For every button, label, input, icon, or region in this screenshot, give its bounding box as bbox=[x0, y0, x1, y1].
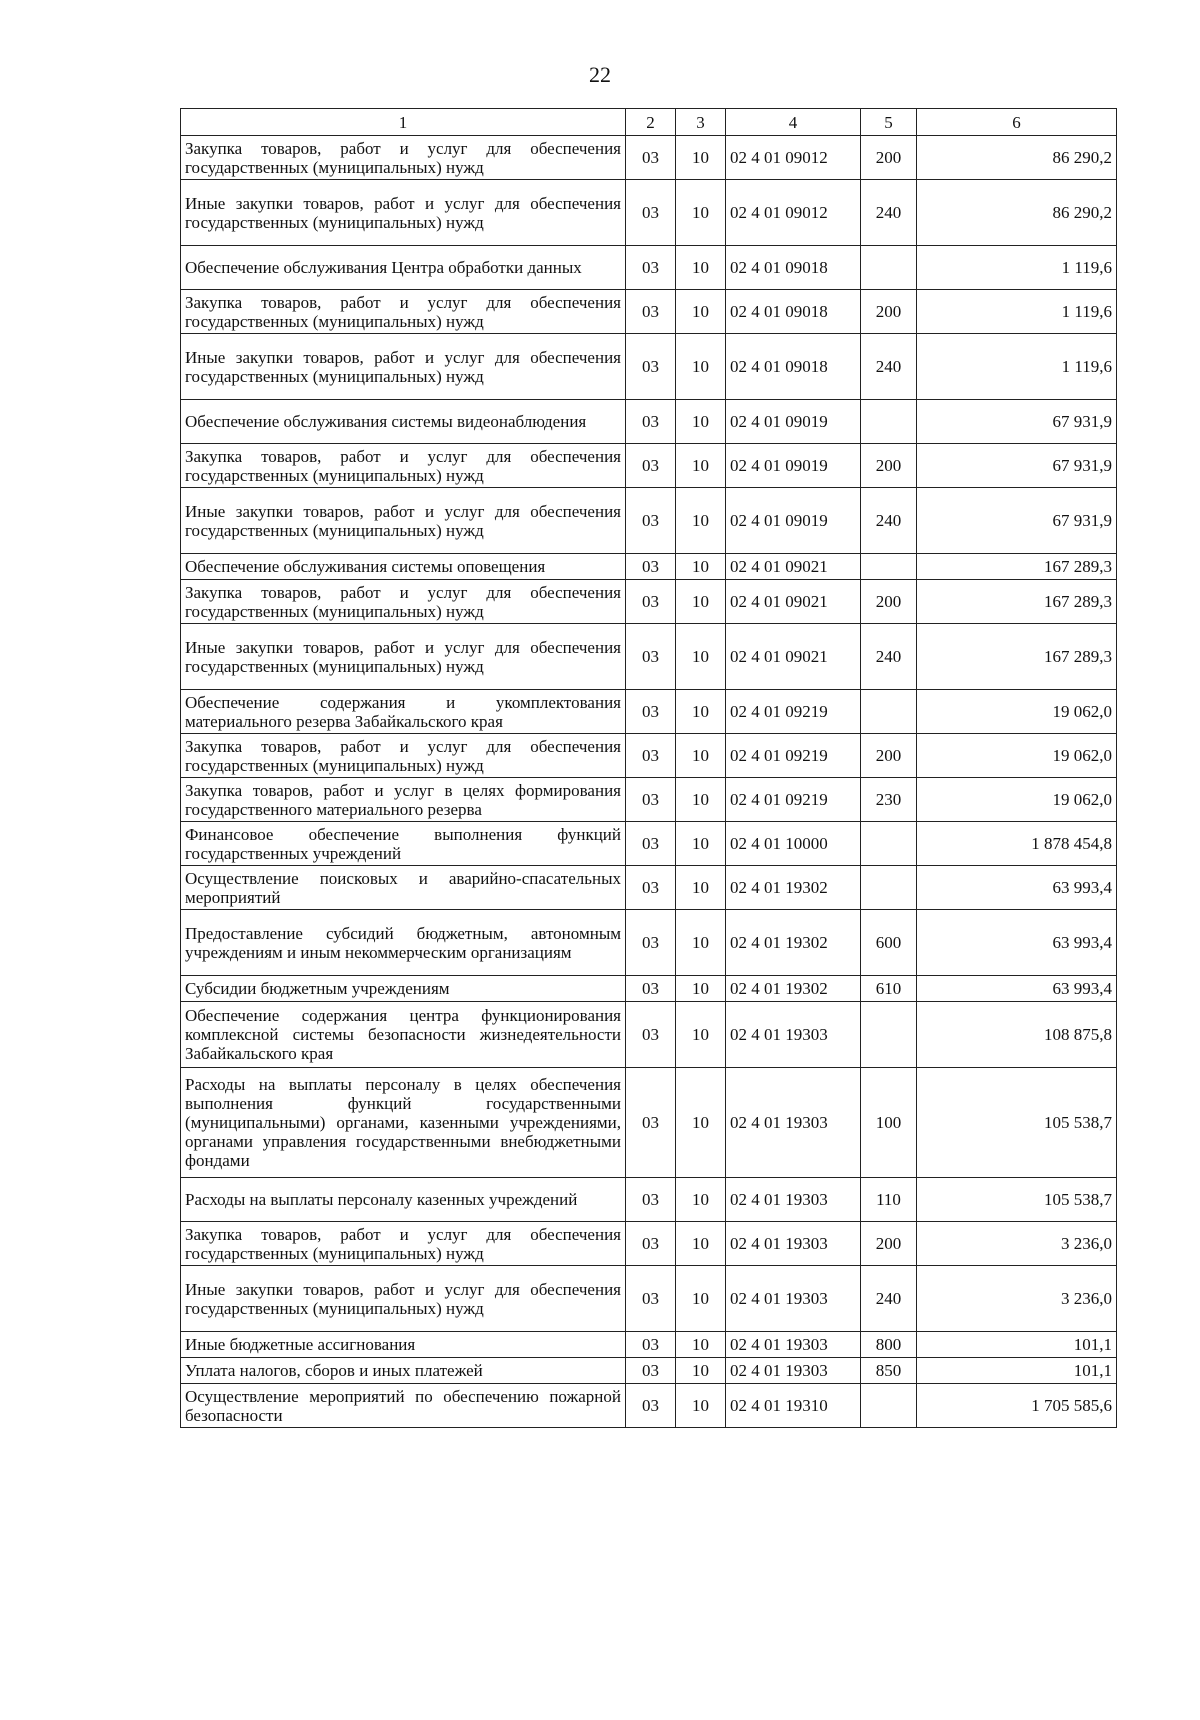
subsection-code-cell: 10 bbox=[676, 778, 726, 822]
subsection-code-cell: 10 bbox=[676, 1178, 726, 1222]
amount-cell: 3 236,0 bbox=[917, 1266, 1117, 1332]
table-row bbox=[181, 1358, 1117, 1384]
expense-type-cell bbox=[861, 1384, 917, 1428]
expense-type-cell: 610 bbox=[861, 976, 917, 1002]
section-code-cell: 03 bbox=[626, 180, 676, 246]
table-row bbox=[181, 1222, 1117, 1266]
target-article-cell: 02 4 01 19302 bbox=[726, 976, 861, 1002]
table-row bbox=[181, 1178, 1117, 1222]
subsection-code-cell: 10 bbox=[676, 1358, 726, 1384]
target-article-cell: 02 4 01 19303 bbox=[726, 1178, 861, 1222]
section-code-cell: 03 bbox=[626, 554, 676, 580]
expense-type-cell: 200 bbox=[861, 136, 917, 180]
section-code-cell: 03 bbox=[626, 822, 676, 866]
expense-type-cell: 240 bbox=[861, 624, 917, 690]
expense-type-cell bbox=[861, 690, 917, 734]
amount-cell: 63 993,4 bbox=[917, 910, 1117, 976]
table-row bbox=[181, 400, 1117, 444]
amount-cell: 63 993,4 bbox=[917, 976, 1117, 1002]
amount-cell: 105 538,7 bbox=[917, 1178, 1117, 1222]
subsection-code-cell: 10 bbox=[676, 1222, 726, 1266]
section-code-cell: 03 bbox=[626, 1332, 676, 1358]
subsection-code-cell: 10 bbox=[676, 554, 726, 580]
table-row bbox=[181, 1384, 1117, 1428]
expense-type-cell bbox=[861, 246, 917, 290]
section-code-cell: 03 bbox=[626, 910, 676, 976]
expense-type-cell: 200 bbox=[861, 580, 917, 624]
section-code-cell: 03 bbox=[626, 1002, 676, 1068]
subsection-code-cell: 10 bbox=[676, 1068, 726, 1178]
item-name-cell: Уплата налогов, сборов и иных платежей bbox=[181, 1358, 626, 1384]
expense-type-cell: 240 bbox=[861, 180, 917, 246]
target-article-cell: 02 4 01 09021 bbox=[726, 624, 861, 690]
expense-type-cell: 240 bbox=[861, 1266, 917, 1332]
amount-cell: 1 119,6 bbox=[917, 334, 1117, 400]
subsection-code-cell: 10 bbox=[676, 690, 726, 734]
expense-type-cell: 100 bbox=[861, 1068, 917, 1178]
target-article-cell: 02 4 01 19310 bbox=[726, 1384, 861, 1428]
amount-cell: 67 931,9 bbox=[917, 488, 1117, 554]
item-name-cell: Иные закупки товаров, работ и услуг для обеспечения государственных (муниципальных) нужд bbox=[181, 1266, 626, 1332]
column-header: 2 bbox=[626, 109, 676, 136]
item-name-cell: Осуществление поисковых и аварийно-спасательных мероприятий bbox=[181, 866, 626, 910]
target-article-cell: 02 4 01 19303 bbox=[726, 1068, 861, 1178]
subsection-code-cell: 10 bbox=[676, 1384, 726, 1428]
target-article-cell: 02 4 01 19303 bbox=[726, 1002, 861, 1068]
target-article-cell: 02 4 01 19303 bbox=[726, 1332, 861, 1358]
item-name-cell: Расходы на выплаты персоналу в целях обеспечения выполнения функций государственными (муниципальными) органами, казенными учреждениями, органами управления государственными внебюджетными фондами bbox=[181, 1068, 626, 1178]
target-article-cell: 02 4 01 09019 bbox=[726, 400, 861, 444]
table-row bbox=[181, 734, 1117, 778]
section-code-cell: 03 bbox=[626, 400, 676, 444]
item-name-cell: Обеспечение обслуживания системы оповещения bbox=[181, 554, 626, 580]
target-article-cell: 02 4 01 19303 bbox=[726, 1222, 861, 1266]
subsection-code-cell: 10 bbox=[676, 488, 726, 554]
expense-type-cell bbox=[861, 400, 917, 444]
table-row bbox=[181, 554, 1117, 580]
expense-type-cell bbox=[861, 554, 917, 580]
amount-cell: 3 236,0 bbox=[917, 1222, 1117, 1266]
item-name-cell: Иные закупки товаров, работ и услуг для обеспечения государственных (муниципальных) нужд bbox=[181, 488, 626, 554]
amount-cell: 167 289,3 bbox=[917, 580, 1117, 624]
target-article-cell: 02 4 01 09219 bbox=[726, 690, 861, 734]
column-header: 5 bbox=[861, 109, 917, 136]
amount-cell: 19 062,0 bbox=[917, 778, 1117, 822]
table-row bbox=[181, 136, 1117, 180]
column-header: 6 bbox=[917, 109, 1117, 136]
section-code-cell: 03 bbox=[626, 246, 676, 290]
expense-type-cell bbox=[861, 822, 917, 866]
amount-cell: 86 290,2 bbox=[917, 180, 1117, 246]
amount-cell: 86 290,2 bbox=[917, 136, 1117, 180]
expense-type-cell: 240 bbox=[861, 488, 917, 554]
section-code-cell: 03 bbox=[626, 136, 676, 180]
table-row bbox=[181, 690, 1117, 734]
table-row bbox=[181, 488, 1117, 554]
item-name-cell: Закупка товаров, работ и услуг для обеспечения государственных (муниципальных) нужд bbox=[181, 444, 626, 488]
expense-type-cell: 200 bbox=[861, 444, 917, 488]
budget-table bbox=[180, 108, 1117, 1428]
section-code-cell: 03 bbox=[626, 778, 676, 822]
section-code-cell: 03 bbox=[626, 624, 676, 690]
table-row bbox=[181, 624, 1117, 690]
expense-type-cell: 600 bbox=[861, 910, 917, 976]
section-code-cell: 03 bbox=[626, 1068, 676, 1178]
subsection-code-cell: 10 bbox=[676, 866, 726, 910]
table-row bbox=[181, 910, 1117, 976]
item-name-cell: Закупка товаров, работ и услуг для обеспечения государственных (муниципальных) нужд bbox=[181, 1222, 626, 1266]
expense-type-cell: 200 bbox=[861, 290, 917, 334]
item-name-cell: Закупка товаров, работ и услуг для обеспечения государственных (муниципальных) нужд bbox=[181, 580, 626, 624]
column-header: 4 bbox=[726, 109, 861, 136]
table-row bbox=[181, 1068, 1117, 1178]
subsection-code-cell: 10 bbox=[676, 180, 726, 246]
subsection-code-cell: 10 bbox=[676, 400, 726, 444]
amount-cell: 1 119,6 bbox=[917, 290, 1117, 334]
table-row bbox=[181, 1332, 1117, 1358]
section-code-cell: 03 bbox=[626, 488, 676, 554]
section-code-cell: 03 bbox=[626, 1358, 676, 1384]
target-article-cell: 02 4 01 09012 bbox=[726, 136, 861, 180]
expense-type-cell: 240 bbox=[861, 334, 917, 400]
table-row bbox=[181, 1002, 1117, 1068]
subsection-code-cell: 10 bbox=[676, 1002, 726, 1068]
item-name-cell: Обеспечение обслуживания системы видеонаблюдения bbox=[181, 400, 626, 444]
item-name-cell: Финансовое обеспечение выполнения функций государственных учреждений bbox=[181, 822, 626, 866]
target-article-cell: 02 4 01 19303 bbox=[726, 1266, 861, 1332]
subsection-code-cell: 10 bbox=[676, 136, 726, 180]
target-article-cell: 02 4 01 09018 bbox=[726, 334, 861, 400]
amount-cell: 167 289,3 bbox=[917, 624, 1117, 690]
target-article-cell: 02 4 01 09219 bbox=[726, 778, 861, 822]
item-name-cell: Обеспечение содержания центра функционирования комплексной системы безопасности жизнедеятельности Забайкальского края bbox=[181, 1002, 626, 1068]
section-code-cell: 03 bbox=[626, 690, 676, 734]
table-row bbox=[181, 976, 1117, 1002]
target-article-cell: 02 4 01 09018 bbox=[726, 246, 861, 290]
amount-cell: 167 289,3 bbox=[917, 554, 1117, 580]
table-row bbox=[181, 334, 1117, 400]
table-row bbox=[181, 822, 1117, 866]
amount-cell: 101,1 bbox=[917, 1358, 1117, 1384]
amount-cell: 1 119,6 bbox=[917, 246, 1117, 290]
section-code-cell: 03 bbox=[626, 290, 676, 334]
item-name-cell: Иные закупки товаров, работ и услуг для обеспечения государственных (муниципальных) нужд bbox=[181, 334, 626, 400]
section-code-cell: 03 bbox=[626, 580, 676, 624]
subsection-code-cell: 10 bbox=[676, 976, 726, 1002]
section-code-cell: 03 bbox=[626, 334, 676, 400]
amount-cell: 1 878 454,8 bbox=[917, 822, 1117, 866]
page-number: 22 bbox=[589, 62, 611, 87]
expense-type-cell bbox=[861, 1002, 917, 1068]
subsection-code-cell: 10 bbox=[676, 580, 726, 624]
item-name-cell: Иные бюджетные ассигнования bbox=[181, 1332, 626, 1358]
item-name-cell: Предоставление субсидий бюджетным, автономным учреждениям и иным некоммерческим организациям bbox=[181, 910, 626, 976]
target-article-cell: 02 4 01 09019 bbox=[726, 444, 861, 488]
amount-cell: 105 538,7 bbox=[917, 1068, 1117, 1178]
target-article-cell: 02 4 01 09021 bbox=[726, 554, 861, 580]
section-code-cell: 03 bbox=[626, 866, 676, 910]
subsection-code-cell: 10 bbox=[676, 1266, 726, 1332]
section-code-cell: 03 bbox=[626, 1266, 676, 1332]
subsection-code-cell: 10 bbox=[676, 1332, 726, 1358]
item-name-cell: Закупка товаров, работ и услуг для обеспечения государственных (муниципальных) нужд bbox=[181, 290, 626, 334]
target-article-cell: 02 4 01 09019 bbox=[726, 488, 861, 554]
section-code-cell: 03 bbox=[626, 1178, 676, 1222]
subsection-code-cell: 10 bbox=[676, 444, 726, 488]
item-name-cell: Расходы на выплаты персоналу казенных учреждений bbox=[181, 1178, 626, 1222]
expense-type-cell: 200 bbox=[861, 1222, 917, 1266]
table-row bbox=[181, 290, 1117, 334]
expense-type-cell: 200 bbox=[861, 734, 917, 778]
column-header: 3 bbox=[676, 109, 726, 136]
section-code-cell: 03 bbox=[626, 1222, 676, 1266]
section-code-cell: 03 bbox=[626, 976, 676, 1002]
item-name-cell: Обеспечение содержания и укомплектования материального резерва Забайкальского края bbox=[181, 690, 626, 734]
table-row bbox=[181, 580, 1117, 624]
target-article-cell: 02 4 01 09018 bbox=[726, 290, 861, 334]
table-row bbox=[181, 866, 1117, 910]
target-article-cell: 02 4 01 09021 bbox=[726, 580, 861, 624]
amount-cell: 63 993,4 bbox=[917, 866, 1117, 910]
section-code-cell: 03 bbox=[626, 444, 676, 488]
subsection-code-cell: 10 bbox=[676, 734, 726, 778]
item-name-cell: Обеспечение обслуживания Центра обработки данных bbox=[181, 246, 626, 290]
amount-cell: 19 062,0 bbox=[917, 690, 1117, 734]
amount-cell: 19 062,0 bbox=[917, 734, 1117, 778]
subsection-code-cell: 10 bbox=[676, 290, 726, 334]
expense-type-cell bbox=[861, 866, 917, 910]
subsection-code-cell: 10 bbox=[676, 246, 726, 290]
expense-type-cell: 230 bbox=[861, 778, 917, 822]
item-name-cell: Осуществление мероприятий по обеспечению пожарной безопасности bbox=[181, 1384, 626, 1428]
amount-cell: 108 875,8 bbox=[917, 1002, 1117, 1068]
item-name-cell: Иные закупки товаров, работ и услуг для обеспечения государственных (муниципальных) нужд bbox=[181, 180, 626, 246]
subsection-code-cell: 10 bbox=[676, 624, 726, 690]
target-article-cell: 02 4 01 19302 bbox=[726, 910, 861, 976]
subsection-code-cell: 10 bbox=[676, 334, 726, 400]
table-row bbox=[181, 180, 1117, 246]
item-name-cell: Закупка товаров, работ и услуг для обеспечения государственных (муниципальных) нужд bbox=[181, 734, 626, 778]
table-row bbox=[181, 778, 1117, 822]
item-name-cell: Субсидии бюджетным учреждениям bbox=[181, 976, 626, 1002]
section-code-cell: 03 bbox=[626, 734, 676, 778]
table-row bbox=[181, 246, 1117, 290]
target-article-cell: 02 4 01 09219 bbox=[726, 734, 861, 778]
target-article-cell: 02 4 01 19303 bbox=[726, 1358, 861, 1384]
amount-cell: 67 931,9 bbox=[917, 400, 1117, 444]
table-body bbox=[181, 136, 1117, 1428]
subsection-code-cell: 10 bbox=[676, 910, 726, 976]
item-name-cell: Иные закупки товаров, работ и услуг для обеспечения государственных (муниципальных) нужд bbox=[181, 624, 626, 690]
amount-cell: 101,1 bbox=[917, 1332, 1117, 1358]
expense-type-cell: 110 bbox=[861, 1178, 917, 1222]
item-name-cell: Закупка товаров, работ и услуг в целях формирования государственного материального резерва bbox=[181, 778, 626, 822]
amount-cell: 67 931,9 bbox=[917, 444, 1117, 488]
subsection-code-cell: 10 bbox=[676, 822, 726, 866]
column-header: 1 bbox=[181, 109, 626, 136]
expense-type-cell: 800 bbox=[861, 1332, 917, 1358]
target-article-cell: 02 4 01 09012 bbox=[726, 180, 861, 246]
section-code-cell: 03 bbox=[626, 1384, 676, 1428]
item-name-cell: Закупка товаров, работ и услуг для обеспечения государственных (муниципальных) нужд bbox=[181, 136, 626, 180]
target-article-cell: 02 4 01 10000 bbox=[726, 822, 861, 866]
table-header-row bbox=[181, 109, 1117, 136]
target-article-cell: 02 4 01 19302 bbox=[726, 866, 861, 910]
table-row bbox=[181, 1266, 1117, 1332]
amount-cell: 1 705 585,6 bbox=[917, 1384, 1117, 1428]
expense-type-cell: 850 bbox=[861, 1358, 917, 1384]
table-row bbox=[181, 444, 1117, 488]
